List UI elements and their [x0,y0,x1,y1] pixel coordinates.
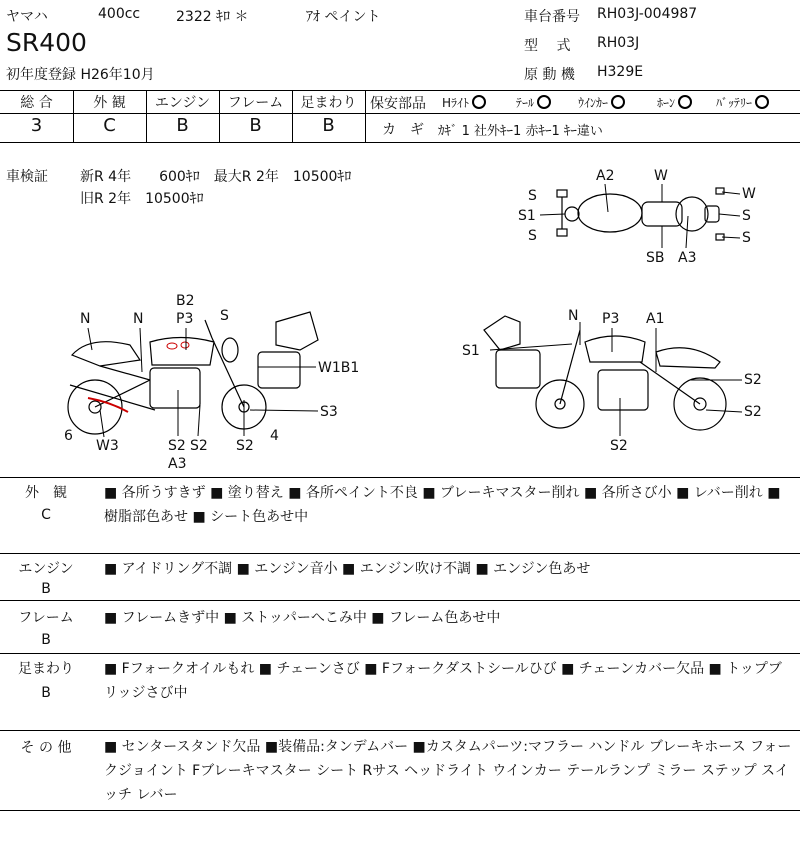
safety-item-battery: ﾊﾞｯﾃﾘｰ [716,94,769,111]
grade-overall: 3 [30,115,43,136]
label-a2: A2 [596,168,615,184]
key-info: ｶｷﾞ 1 社外ｷｰ1 赤ｷｰ1 ｷｰ違い [438,124,603,139]
bike-right-view [484,316,726,430]
bike-top-view [557,188,724,240]
type-label: 型 式 [524,38,571,54]
safety-item-horn: ﾎｰﾝ [657,94,692,111]
section-grade: B [41,632,51,648]
displacement: 400cc [98,6,141,22]
engine-label: 原 動 機 [524,67,575,83]
label-n: N [133,311,144,327]
label-s2: S2 [744,372,762,388]
mileage: 2322 ｷﾛ ＊ [176,9,249,25]
label-a3: A3 [678,250,697,266]
color: ｱｵ ペイント [306,9,381,25]
section-notes: ■ センタースタンド欠品 ■装備品:タンデムバー ■カスタムパーツ:マフラー ハンドル ブレーキホース フォークジョイント Fブレーキマスター シート Rサス ヘッドライト ウインカー テールランプ ミラー ステップ スイッチ レバー [104,739,792,803]
label-s1: S1 [462,343,480,359]
section-notes: ■ 各所うすきず ■ 塗り替え ■ 各所ペイント不良 ■ ブレーキマスター削れ ■ 各所さび小 ■ レバー削れ ■ 樹脂部色あせ ■ シート色あせ中 [104,485,781,525]
label-s2: S2 [610,438,628,454]
section-notes: ■ アイドリング不調 ■ エンジン音小 ■ エンジン吹け不調 ■ エンジン色あせ [104,561,591,577]
section-notes: ■ フレームきず中 ■ ストッパーへこみ中 ■ フレーム色あせ中 [104,610,501,626]
label-s: S [528,228,537,244]
label-4: 4 [270,428,279,444]
grade-frame: B [249,115,262,136]
label-w1b1: W1B1 [318,360,360,376]
safety-parts-label: 保安部品 [370,96,426,112]
grade-suspension: B [322,115,335,136]
inspection-line-2: 旧R 2年 10500ｷﾛ [80,191,204,207]
model-name: SR400 [6,28,87,57]
label-s2: S2 [744,404,762,420]
label-s: S [742,230,751,246]
frame-number-label: 車台番号 [524,9,580,25]
label-a3: A3 [168,456,187,472]
label-n: N [80,311,91,327]
label-w: W [654,168,668,184]
section-grade: B [41,685,51,701]
grade-engine: B [176,115,189,136]
label-s: S [742,208,751,224]
key-label: カ ギ [382,122,424,138]
label-w: W [742,186,756,202]
grade-exterior: C [103,115,116,136]
label-a1: A1 [646,311,665,327]
section-label: 外 観 [25,485,67,501]
label-p3: P3 [602,311,620,327]
first-registration: 初年度登録 H26年10月 [6,67,155,83]
label-w3: W3 [96,438,119,454]
bike-left-view [68,312,318,434]
label-s2: S2 [168,438,186,454]
section-label: そ の 他 [20,740,72,756]
label-s3: S3 [320,404,338,420]
label-s1: S1 [518,208,536,224]
safety-item-headlight: Hﾗｲﾄ [442,94,486,111]
inspection-label: 車検証 [6,169,48,185]
grade-header-suspension: 足まわり [300,95,357,111]
section-grade: B [41,581,51,597]
label-b2: B2 [176,293,195,309]
frame-number: RH03J-004987 [597,6,698,22]
type-value: RH03J [597,35,640,51]
label-6: 6 [64,428,73,444]
grade-header-engine: エンジン [154,95,211,111]
section-grade: C [41,507,51,523]
label-s: S [528,188,537,204]
inspection-line-1: 新R 4年 600ｷﾛ 最大R 2年 10500ｷﾛ [80,169,352,185]
label-s2: S2 [190,438,208,454]
safety-item-tail: ﾃｰﾙ [516,94,551,111]
section-label: フレーム [18,610,74,626]
grade-header-frame: フレーム [227,95,284,111]
grade-header-overall: 総 合 [20,95,53,111]
grade-header-exterior: 外 観 [93,95,126,111]
label-s2: S2 [236,438,254,454]
maker: ヤマハ [6,9,48,25]
safety-item-winker: ｳｲﾝｶｰ [578,94,625,111]
engine-value: H329E [597,64,644,80]
label-s: S [220,308,229,324]
section-notes: ■ Fフォークオイルもれ ■ チェーンさび ■ Fフォークダストシールひび ■ チェーンカバー欠品 ■ トップブリッジさび中 [104,661,782,701]
section-label: エンジン [18,561,74,577]
label-sb: SB [646,250,665,266]
label-p3: P3 [176,311,194,327]
label-n: N [568,308,579,324]
section-label: 足まわり [18,661,74,677]
